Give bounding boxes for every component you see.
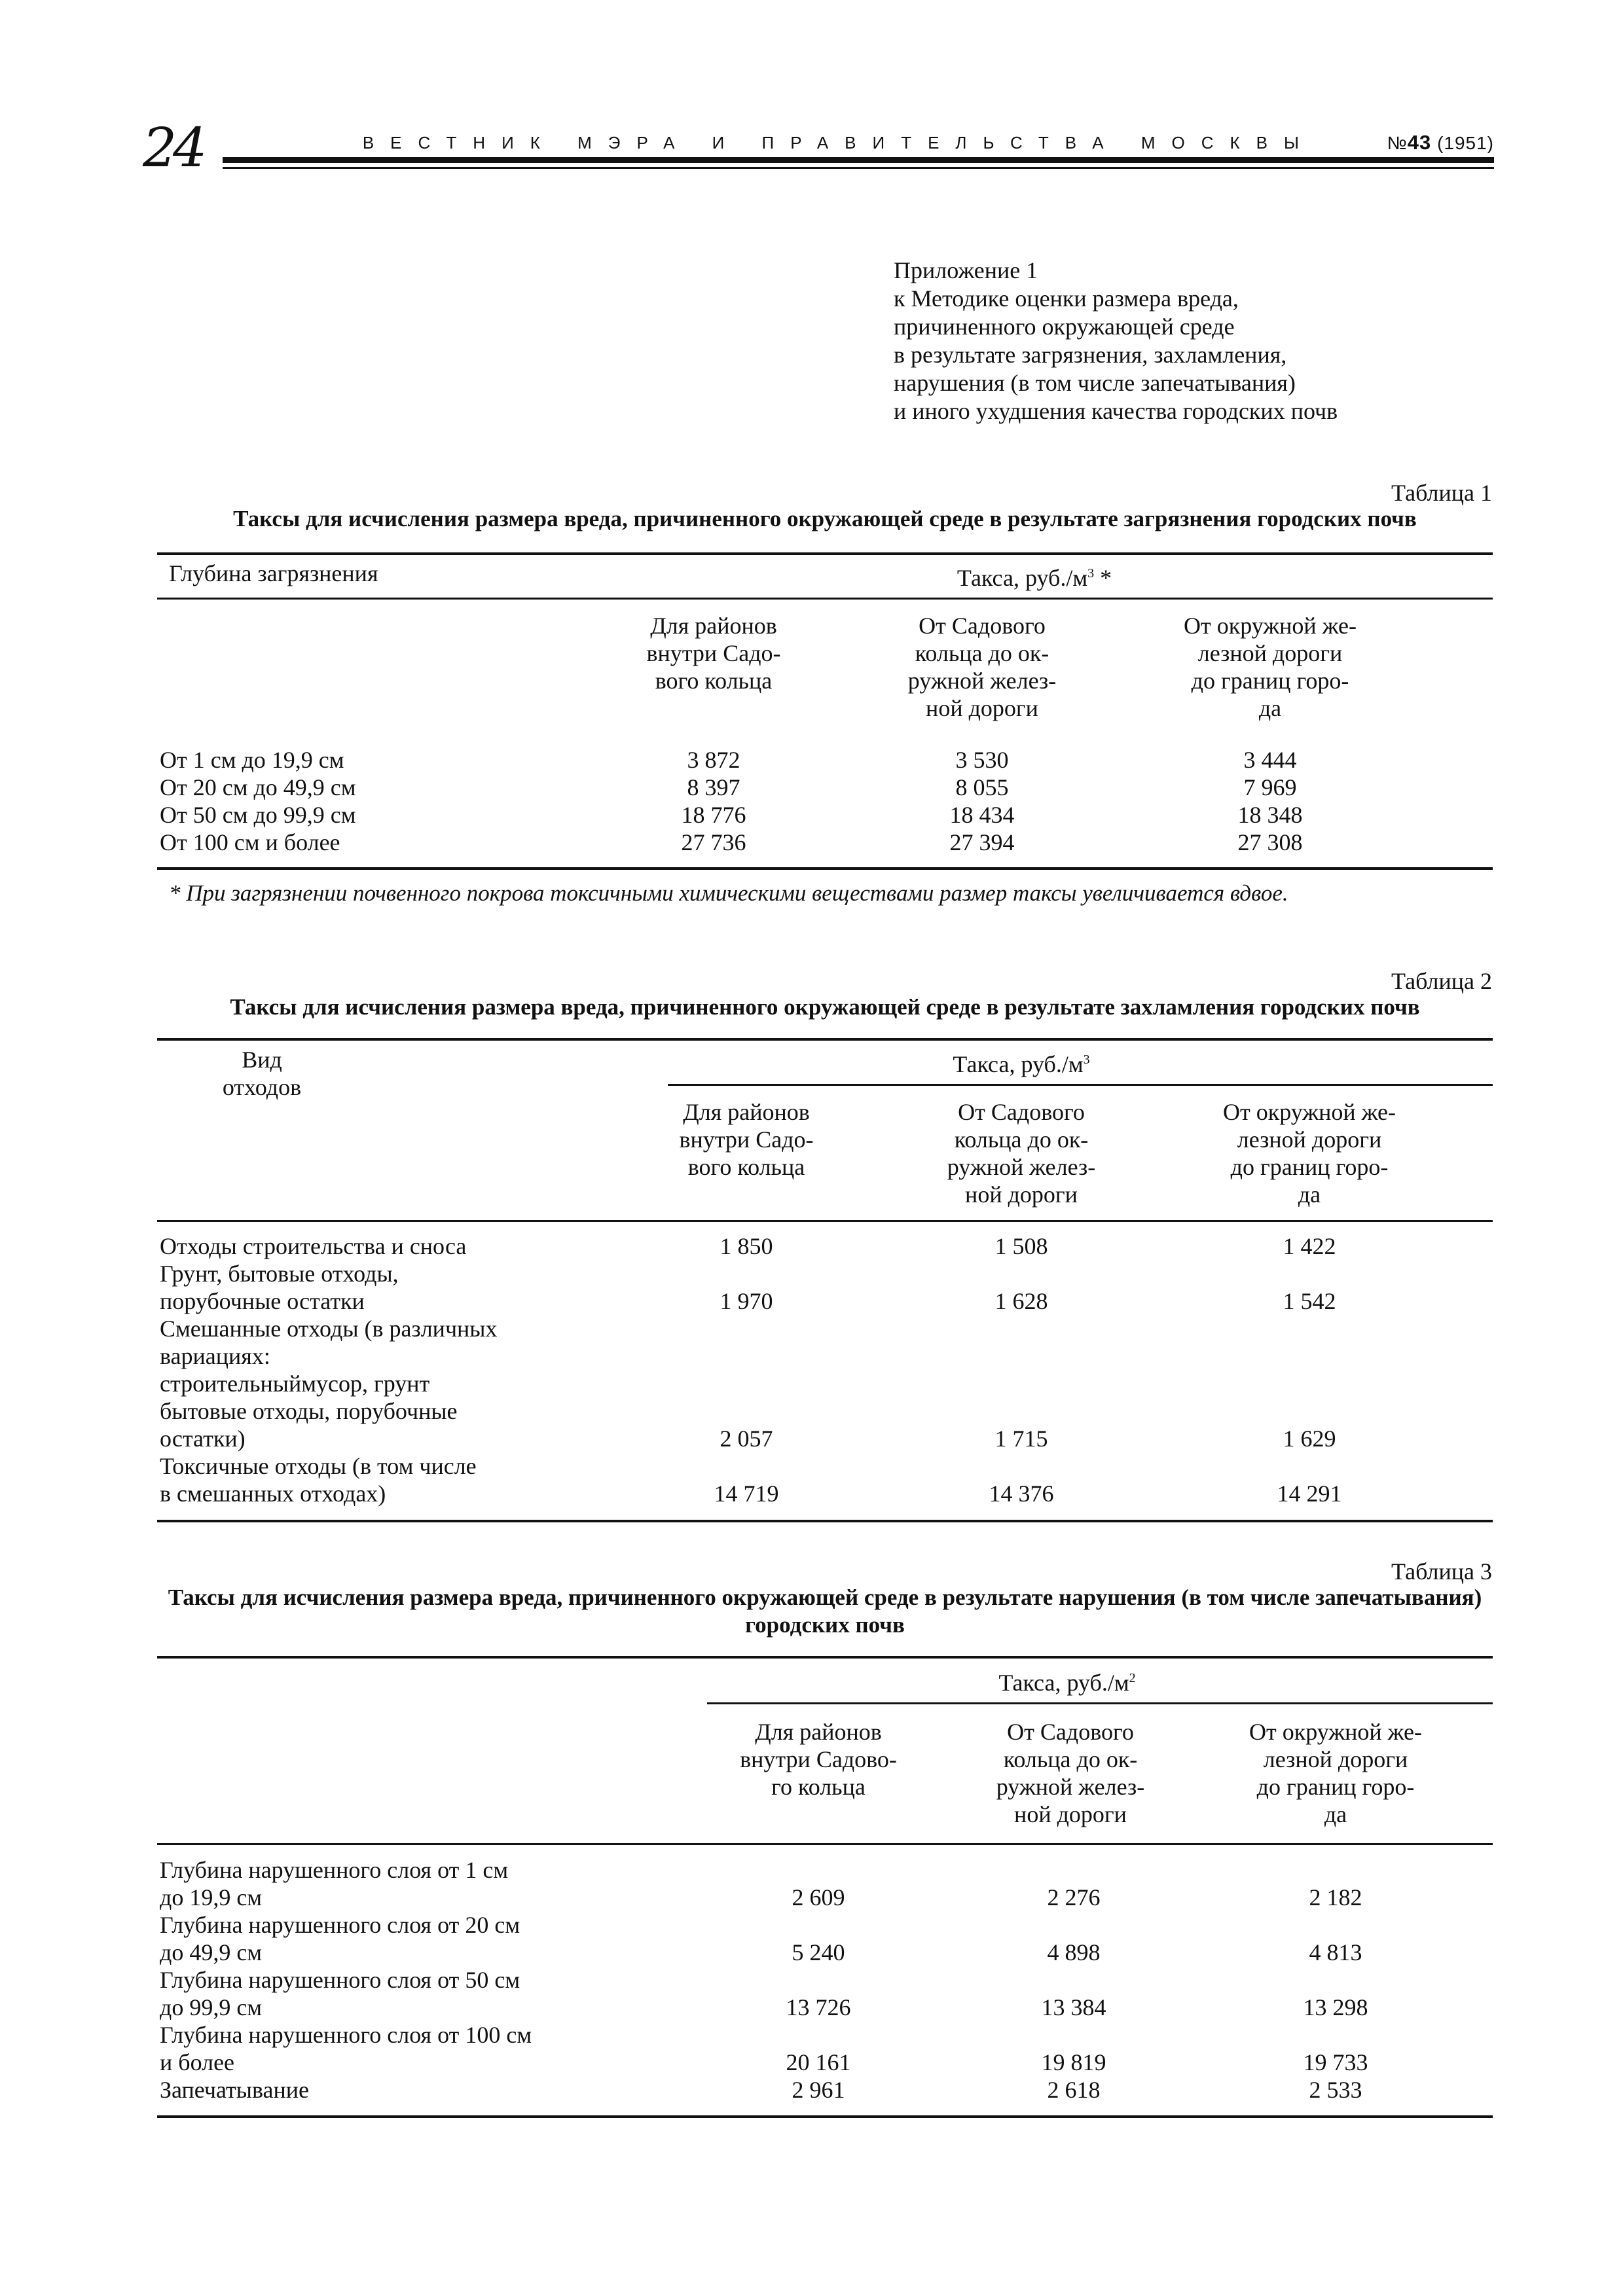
table-cell: 2 961	[792, 2077, 845, 2103]
table-row-label: От 50 см до 99,9 см	[160, 802, 356, 828]
col-header-line: да	[1324, 1801, 1347, 1827]
table1-top-rule	[157, 552, 1493, 555]
table1-values-inner	[648, 746, 779, 856]
col-header-line: лезной дороги	[1197, 640, 1343, 666]
journal-title-text: ВЕСТНИК МЭРА И ПРАВИТЕЛЬСТВА МОСКВЫ	[362, 133, 1315, 152]
table-cell: 19 733	[1303, 2049, 1368, 2075]
table3-header-rule	[707, 1702, 1493, 1704]
table3-body-rule	[157, 1843, 1493, 1845]
table-cell: 19 819	[1041, 2049, 1106, 2075]
tax-header-text: Такса, руб./м	[957, 565, 1088, 591]
table3-bottom-rule	[157, 2115, 1493, 2118]
appendix-line: в результате загрязнения, захламления,	[894, 342, 1287, 368]
table2-row-labels	[160, 1232, 498, 1507]
tax-header-text: Такса, руб./м	[953, 1051, 1084, 1077]
table-cell: 7 969	[1243, 774, 1297, 800]
table1-title: Таксы для исчисления размера вреда, причиненного окружающей среде в результате загрязнения городских почв	[233, 506, 1417, 531]
table-row-label: остатки)	[160, 1426, 246, 1452]
col-header-line: вого кольца	[687, 1154, 805, 1180]
table-row-label: до 19,9 см	[160, 1884, 263, 1910]
table1-header-rule	[157, 598, 1493, 600]
col-header-line: до границ горо-	[1191, 668, 1349, 694]
table-cell: 4 813	[1309, 1939, 1362, 1965]
header-rule	[223, 157, 1494, 163]
col-header-line: до границ горо-	[1230, 1154, 1389, 1180]
table1-col-header-outer	[1146, 612, 1395, 722]
table-cell: 1 628	[994, 1288, 1048, 1314]
table-cell: 2 609	[792, 1884, 845, 1910]
table-row-label: Глубина нарушенного слоя от 20 см	[160, 1912, 520, 1938]
table-cell: 1 422	[1283, 1233, 1336, 1259]
header-rule-thin	[223, 167, 1494, 169]
table-cell: 1 508	[994, 1233, 1048, 1259]
table-row-label: до 99,9 см	[160, 1994, 263, 2020]
col-header-line: ружной желез-	[996, 1774, 1145, 1800]
col-header-line: го кольца	[771, 1774, 866, 1800]
appendix-line: Приложение 1	[894, 257, 1038, 283]
col-header-line: ружной желез-	[907, 668, 1057, 694]
table2-top-rule	[157, 1038, 1493, 1041]
table2-title: Таксы для исчисления размера вреда, причиненного окружающей среде в результате захламления городских почв	[230, 994, 1420, 1020]
table-cell: 3 530	[955, 747, 1009, 773]
col-header-line: Для районов	[755, 1719, 882, 1745]
table-row-label: в смешанных отходах)	[160, 1480, 386, 1507]
table-row-label: бытовые отходы, порубочные	[160, 1398, 458, 1424]
table-row-label: Глубина нарушенного слоя от 100 см	[160, 2022, 532, 2048]
table-cell: 27 736	[681, 829, 746, 855]
table1-bottom-rule	[157, 867, 1493, 870]
col-header-line: до границ горо-	[1256, 1774, 1415, 1800]
table-row-label: От 1 см до 19,9 см	[160, 747, 344, 773]
table-row-label: строительныймусор, грунт	[160, 1371, 430, 1397]
table-row-label: Токсичные отходы (в том числе	[160, 1453, 477, 1479]
table-row-label: и более	[160, 2049, 235, 2075]
table-cell: 18 348	[1237, 802, 1303, 828]
issue-label	[1387, 131, 1494, 154]
table3-title	[157, 1584, 1493, 1639]
table1-tax-header	[773, 560, 1296, 592]
col-header-line: ной дороги	[1014, 1801, 1127, 1827]
table3-row-labels	[160, 1856, 532, 2104]
table-row-label: От 20 см до 49,9 см	[160, 774, 356, 800]
appendix-line: к Методике оценки размера вреда,	[894, 285, 1239, 312]
table2-header-rule	[668, 1084, 1493, 1086]
table-cell: 18 434	[949, 802, 1015, 828]
table-cell: 1 970	[720, 1288, 773, 1314]
tax-header-text: Такса, руб./м	[998, 1670, 1129, 1696]
table1-footnote: * При загрязнении почвенного покрова токсичными химическими веществами размер таксы увеличивается вдвое.	[169, 880, 1288, 906]
col-header-line: ной дороги	[965, 1181, 1078, 1208]
appendix-line: нарушения (в том числе запечатывания)	[894, 370, 1296, 396]
col-header-line: Для районов	[650, 613, 777, 639]
table1-values-outer	[1205, 746, 1336, 856]
issue-suffix: (1951)	[1437, 133, 1494, 153]
col-header-line: внутри Садо-	[646, 640, 781, 666]
table-cell: 18 776	[681, 802, 746, 828]
table-cell: 3 872	[687, 747, 740, 773]
table3-top-rule	[157, 1656, 1493, 1659]
table2-bottom-rule	[157, 1520, 1493, 1522]
table2-body-rule	[157, 1220, 1493, 1222]
tax-header-unit-power: 3	[1087, 566, 1095, 581]
table-cell: 1 715	[994, 1426, 1048, 1452]
table-cell: 14 719	[714, 1480, 779, 1507]
appendix-note	[894, 257, 1338, 425]
issue-number: 43	[1407, 131, 1432, 154]
tax-header-unit-power: 3	[1083, 1052, 1090, 1067]
table-cell: 13 726	[786, 1994, 851, 2020]
table-row-label: до 49,9 см	[160, 1939, 263, 1965]
col-header-line: От окружной же-	[1249, 1719, 1423, 1745]
table-row-label: Глубина нарушенного слоя от 50 см	[160, 1967, 520, 1993]
table-cell: 8 055	[955, 774, 1009, 800]
col-header-line: кольца до ок-	[954, 1126, 1089, 1153]
table3-col-header-outer	[1211, 1718, 1460, 1828]
col-header-line: да	[1258, 695, 1282, 721]
journal-title	[363, 133, 1315, 153]
table-cell: 14 291	[1277, 1480, 1342, 1507]
table2-col-header-outer	[1185, 1098, 1434, 1208]
col-header-line: отходов	[222, 1074, 302, 1100]
table1-row-labels	[160, 746, 356, 856]
col-header-line: лезной дороги	[1263, 1746, 1408, 1772]
table-cell: 4 898	[1047, 1939, 1101, 1965]
table1-values-middle	[917, 746, 1048, 856]
col-header-line: Для районов	[683, 1099, 810, 1125]
appendix-line: и иного ухудшения качества городских почв	[894, 398, 1338, 424]
table1-col-header-middle	[871, 612, 1093, 722]
table3-col-header-middle	[959, 1718, 1182, 1828]
table-cell: 2 276	[1047, 1884, 1101, 1910]
table-row-label: От 100 см и более	[160, 829, 340, 855]
table-row-label: Грунт, бытовые отходы,	[160, 1261, 399, 1287]
appendix-line: причиненного окружающей среде	[894, 314, 1235, 340]
table-row-label: Запечатывание	[160, 2077, 309, 2103]
col-header-line: кольца до ок-	[915, 640, 1049, 666]
table-cell: 14 376	[989, 1480, 1054, 1507]
table-cell: 8 397	[687, 774, 740, 800]
table-cell: 1 629	[1283, 1426, 1336, 1452]
table3-title-line: городских почв	[745, 1612, 905, 1638]
table-cell: 5 240	[792, 1939, 845, 1965]
col-header-line: ружной желез-	[947, 1154, 1096, 1180]
table1-col-depth-header: Глубина загрязнения	[169, 560, 378, 586]
col-header-line: Вид	[242, 1047, 282, 1073]
table2-col-waste-header	[183, 1046, 340, 1101]
table2-number: Таблица 2	[1391, 968, 1492, 994]
table-row-label: порубочные остатки	[160, 1288, 365, 1314]
table3-col-header-inner	[714, 1718, 923, 1801]
col-header-line: вого кольца	[655, 668, 773, 694]
col-header-line: ной дороги	[926, 695, 1038, 721]
page-number: 24	[143, 117, 204, 179]
col-header-line: От Садового	[919, 613, 1046, 639]
col-header-line: От Садового	[958, 1099, 1085, 1125]
issue-prefix: №	[1387, 133, 1408, 153]
tax-header-unit-power: 2	[1129, 1671, 1136, 1685]
table2-col-header-inner	[648, 1098, 845, 1181]
table-cell: 13 298	[1303, 1994, 1368, 2020]
table-row-label: вариациях:	[160, 1343, 270, 1369]
tax-header-footnote-mark: *	[1094, 565, 1112, 591]
table2-col-header-middle	[910, 1098, 1133, 1208]
table-row-label: Глубина нарушенного слоя от 1 см	[160, 1857, 509, 1883]
table-cell: 3 444	[1243, 747, 1297, 773]
col-header-line: От окружной же-	[1222, 1099, 1396, 1125]
col-header-line: лезной дороги	[1237, 1126, 1382, 1153]
table1-col-header-inner	[609, 612, 818, 694]
col-header-line: От Садового	[1007, 1719, 1134, 1745]
table3-number: Таблица 3	[1391, 1558, 1492, 1585]
table1-number: Таблица 1	[1391, 480, 1492, 506]
table-cell: 27 394	[949, 829, 1015, 855]
table-cell: 27 308	[1237, 829, 1303, 855]
col-header-line: внутри Садо-	[679, 1126, 814, 1153]
table-row-label: Отходы строительства и сноса	[160, 1233, 467, 1259]
col-header-line: От окружной же-	[1183, 613, 1357, 639]
table-cell: 2 618	[1047, 2077, 1101, 2103]
table2-tax-header	[759, 1046, 1283, 1078]
col-header-line: внутри Садово-	[740, 1746, 897, 1772]
table-cell: 1 542	[1283, 1288, 1336, 1314]
table-cell: 13 384	[1041, 1994, 1106, 2020]
table3-title-line: Таксы для исчисления размера вреда, причиненного окружающей среде в результате нарушения (в том числе запечатывания)	[168, 1585, 1482, 1610]
table-row-label: Смешанные отходы (в различных	[160, 1316, 498, 1342]
table-cell: 2 533	[1309, 2077, 1362, 2103]
table-cell: 2 182	[1309, 1884, 1362, 1910]
table-cell: 20 161	[786, 2049, 851, 2075]
table3-tax-header	[805, 1664, 1329, 1696]
col-header-line: да	[1298, 1181, 1321, 1208]
table-cell: 1 850	[720, 1233, 773, 1259]
col-header-line: кольца до ок-	[1003, 1746, 1138, 1772]
table-cell: 2 057	[720, 1426, 773, 1452]
